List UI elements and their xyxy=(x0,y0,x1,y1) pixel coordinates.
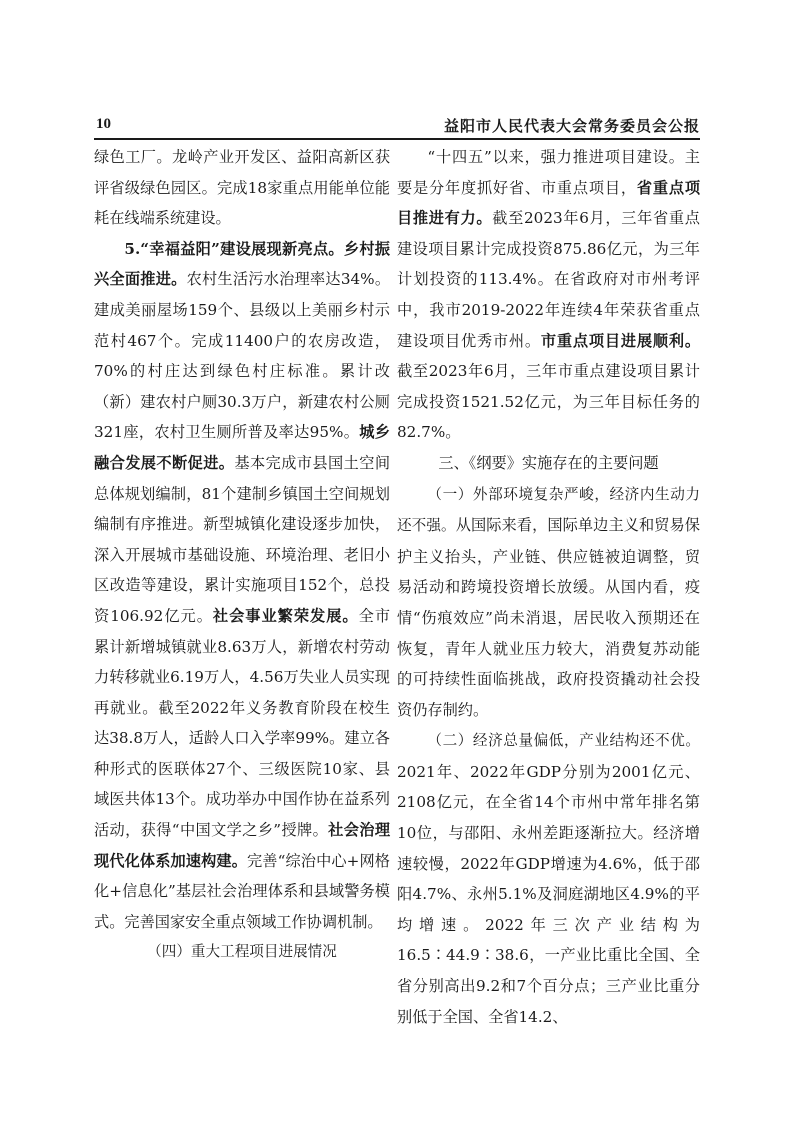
heading-urban-rural: 城乡融合发展不断促进。 xyxy=(94,423,390,472)
section-heading-problems: 三、《纲要》实施存在的主要问题 xyxy=(438,453,659,472)
paragraph-happy-yiyang: 5.“幸福益阳”建设展现新亮点。乡村振兴全面推进。农村生活污水治理率达34%。建成美丽屋场159个、县级以上美丽乡村示范村467个。完成11400户的农房改造，70%的村庄达到绿色村庄标准。累计改（新）建农村户厕30.3万户，新建农村公厕321座，农村卫生厕所普及率达95%。城乡融合发展不断促进。基本完成市县国土空间总体规划编制，81个建制乡镇国土空间规划编制有序推进。新型城镇化建设逐步加快，深入开展城市基础设施、环境治理、老旧小区改造等建设，累计实施项目152个，总投资106.92亿元。社会事业繁荣发展。全市累计新增城镇就业8.63万人，新增农村劳动力转移就业6.19万人，4.56万失业人员实现再就业。截至2022年义务教育阶段在校生达38.8万人，适龄人口入学率99%。建立各种形式的医联体27个、三级医院10家、县域医共体13个。成功举办中国作协在益系列活动，获得“中国文学之乡”授牌。社会治理现代化体系加速构建。完善“综治中心+网格化+信息化”基层社会治理体系和县域警务模式。完善国家安全重点领域工作协调机制。 xyxy=(94,239,391,931)
section-heading-major-projects: （四）重大工程项目进展情况 xyxy=(147,943,337,961)
heading-economic-scale: （二）经济总量偏低，产业结构还不优。 xyxy=(427,732,700,750)
right-column xyxy=(397,142,700,1032)
paragraph-green-factory: 绿色工厂。龙岭产业开发区、益阳高新区获评省级绿色园区。完成18家重点用能单位能耗在线端系统建设。 xyxy=(94,148,390,228)
page-header xyxy=(94,112,700,140)
left-column xyxy=(94,142,390,968)
paragraph-external-environment: （一）外部环境复杂严峻，经济内生动力还不强。从国际来看，国际单边主义和贸易保护主义抬头，产业链、供应链被迫调整，贸易活动和跨境投资增长放缓。从国内看，疫情“伤痕效应”尚未消退，居民收入预期还在恢复，青年人就业压力较大，消费复苏动能的可持续性面临挑战，政府投资撬动社会投资仍存制约。 xyxy=(397,485,700,719)
paragraph-key-projects: “十四五”以来，强力推进项目建设。主要是分年度抓好省、市重点项目，省重点项目推进有力。截至2023年6月，三年省重点建设项目累计完成投资875.86亿元，为三年计划投资的113.4%。在省政府对市州考评中，我市2019-2022年连续4年荣获省重点建设项目优秀市州。市重点项目进展顺利。截至2023年6月，三年市重点建设项目累计完成投资1521.52亿元，为三年目标任务的82.7%。 xyxy=(397,148,701,442)
heading-happy-yiyang: 5.“幸福益阳”建设展现新亮点。乡村振兴全面推进。 xyxy=(94,239,390,289)
paragraph-economic-scale: （二）经济总量偏低，产业结构还不优。2021年、2022年GDP分别为2001亿元、2108亿元，在全省14个市州中常年排名第10位，与邵阳、永州差距逐渐拉大。经济增速较慢，2022年GDP增速为4.6%，低于邵阳4.7%、永州5.1%及洞庭湖地区4.9%的平均增速。2022年三次产业结构为16.5∶44.9∶38.6，一产业比重比全国、全省分别高出9.2和7个百分点；三产业比重分别低于全国、全省14.2、 xyxy=(397,732,700,1026)
page-number: 10 xyxy=(96,116,111,132)
heading-social-affairs: 社会事业繁荣发展。 xyxy=(212,606,359,625)
journal-title: 益阳市人民代表大会常务委员会公报 xyxy=(443,117,700,135)
heading-provincial-projects: 省重点项目推进有力。 xyxy=(397,178,701,228)
heading-city-projects: 市重点项目进展顺利。 xyxy=(540,331,701,350)
heading-social-governance: 社会治理现代化体系加速构建。 xyxy=(94,821,391,870)
heading-external-environment: （一）外部环境复杂严峻，经济内生动力还不强。 xyxy=(397,485,700,535)
